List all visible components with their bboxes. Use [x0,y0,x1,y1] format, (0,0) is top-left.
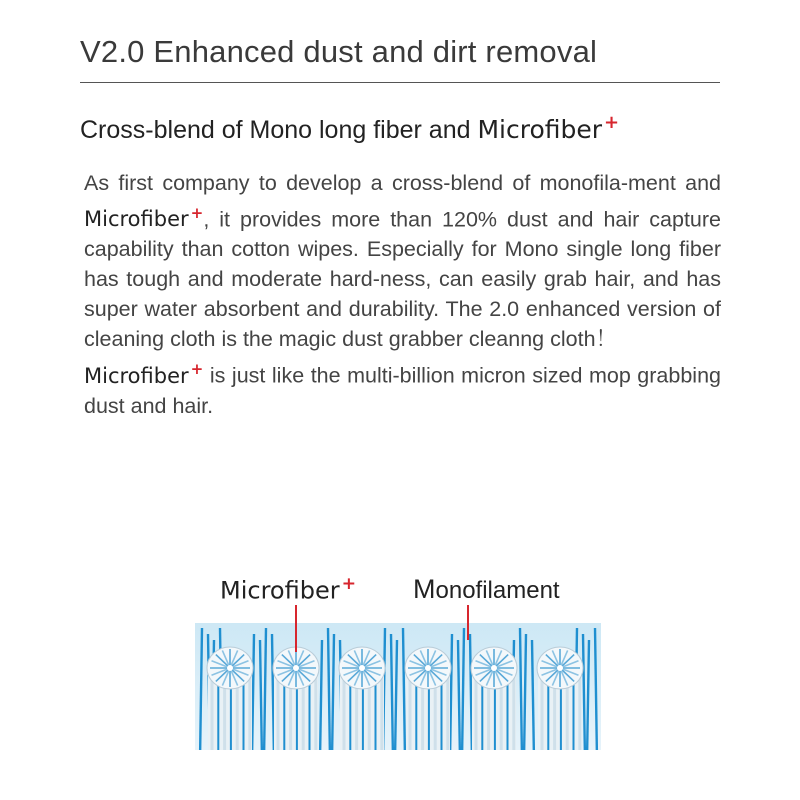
brand-inline: Microfiber + [84,204,204,232]
label-monofilament: Monofilament [413,574,560,604]
microfiber-bundle [339,647,385,770]
plus-icon: + [190,204,204,222]
microfiber-bundle [405,647,451,770]
plus-icon: + [604,112,620,133]
plus-icon: + [190,360,204,379]
microfiber-bundle [471,647,517,770]
description-para-1: As first company to develop a cross-blend of monofila-ment and Microfiber +, it provides more than 120% dust and hair capture capability than cotton wipes. Especially for Mono single long fiber has tough and moderate hard-ness, can easily grab hair, and has super water absorbent and durability. The 2.0 enhanced version of cleaning cloth is the magic dust grabber cleanng cloth！ [84,171,721,352]
microfiber-bundle [537,647,583,770]
microfiber-bundle [273,647,319,770]
subtitle-text: Cross-blend of Mono long fiber and [80,115,471,144]
page-title: V2.0 Enhanced dust and dirt removal [80,34,598,69]
microfiber-bundle [207,647,253,770]
plus-icon: + [341,574,357,594]
label-microfiber: Microfiber + [220,574,357,605]
brand-inline: Microfiber + [84,360,204,388]
description-para-2: Microfiber + is just like the multi-billion micron sized mop grabbing dust and hair. [84,360,721,418]
subtitle-brand: Microfiber + [477,112,620,144]
